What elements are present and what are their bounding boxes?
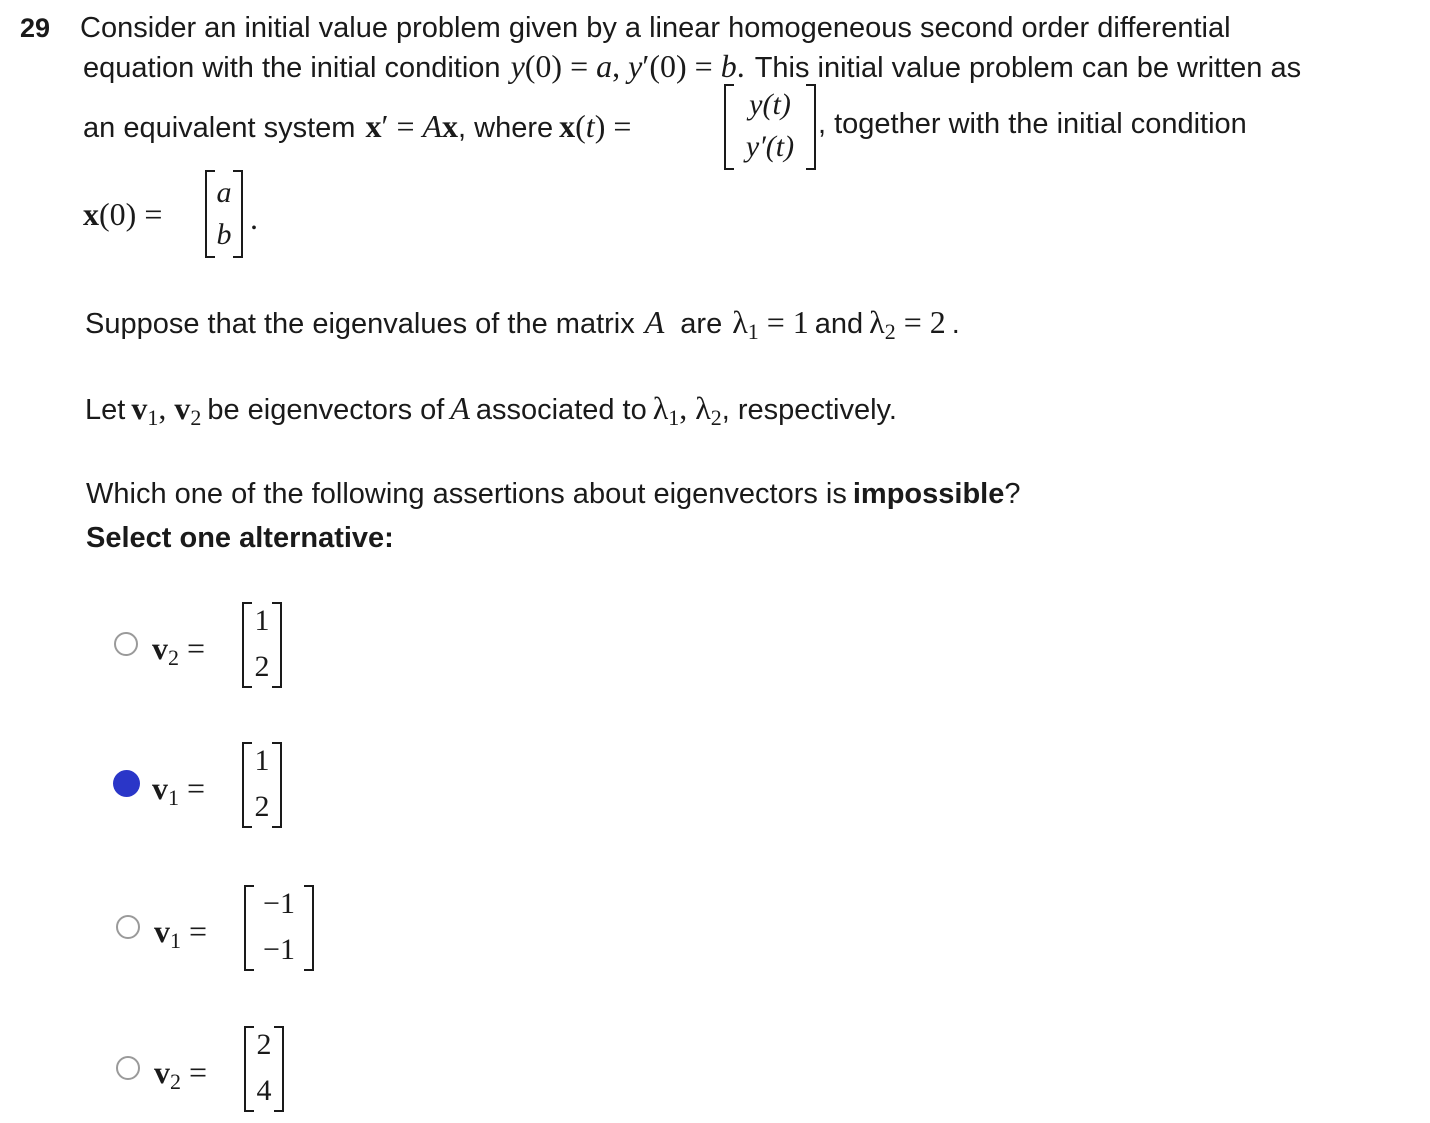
- eigenvalues-line: [85, 304, 960, 345]
- question-line-1: [20, 12, 1231, 45]
- option-1-top: 1: [254, 604, 270, 637]
- question-number: 29: [20, 13, 51, 43]
- initial-vector-top: a: [216, 176, 232, 209]
- prompt-bold: impossible: [852, 478, 1005, 510]
- option-4-matrix: [244, 1026, 284, 1112]
- option-1-bottom: 2: [254, 650, 270, 683]
- option-1[interactable]: [110, 600, 330, 690]
- option-3-matrix: [244, 885, 314, 971]
- option-2-bottom: 2: [254, 790, 270, 823]
- option-4-top: 2: [256, 1028, 272, 1061]
- option-2-top: 1: [254, 744, 270, 777]
- prompt-line: [86, 478, 1021, 511]
- eigen-text-a: Suppose that the eigenvalues of the matrix: [85, 308, 635, 340]
- option-4-label: $v_2$ =: [154, 1054, 208, 1094]
- option-1-matrix: [242, 602, 282, 688]
- question-intro-2a: equation with the initial condition: [83, 52, 501, 84]
- question-intro-2b: This initial value problem can be written as: [754, 52, 1302, 84]
- question-line-3: [83, 108, 631, 145]
- option-3-label: $v_1$ =: [154, 913, 208, 953]
- lambda-symbols: $\lambda_1$, $\lambda_2$: [652, 390, 722, 430]
- eigen-text-are: are: [680, 308, 723, 340]
- system-formula: x′ = Ax: [365, 108, 459, 144]
- option-2-matrix: [242, 742, 282, 828]
- option-2-radio-selected[interactable]: [113, 770, 140, 797]
- matrix-symbol-2: A: [450, 390, 470, 426]
- eigen-text-and: and: [814, 308, 864, 340]
- option-2-label: $v_1$ =: [152, 770, 206, 810]
- option-4-radio[interactable]: [116, 1056, 140, 1080]
- eigenvalue-2: 2: [929, 304, 946, 340]
- matrix-symbol: A: [644, 304, 665, 340]
- prompt-text: Which one of the following assertions about eigenvectors is: [86, 478, 847, 510]
- eigenvectors-line: [85, 390, 897, 431]
- option-3-radio[interactable]: [116, 915, 140, 939]
- state-vector-formula: x(t) =: [559, 108, 632, 144]
- initial-vector-matrix: [205, 170, 243, 258]
- eigenvector-symbols: $v_1$, $v_2$: [131, 390, 202, 430]
- initial-vector-bottom: b: [216, 218, 232, 251]
- state-vector-matrix: [724, 84, 816, 170]
- option-4-bottom: 4: [256, 1074, 272, 1107]
- option-4[interactable]: [112, 1024, 332, 1114]
- option-3-top: −1: [263, 887, 295, 920]
- question-intro-3-where: , where: [458, 112, 554, 144]
- question-intro-1: Consider an initial value problem given by a linear homogeneous second order differential: [80, 12, 1231, 44]
- let-text-c: associated to: [475, 394, 647, 426]
- question-intro-3b: , together with the initial condition: [818, 108, 1247, 140]
- period-mark: .: [250, 200, 258, 236]
- option-1-radio[interactable]: [114, 632, 138, 656]
- eigenvalue-1: 1: [792, 304, 809, 340]
- option-2[interactable]: [110, 740, 330, 830]
- initial-vector-label: x(0) =: [83, 196, 163, 232]
- option-3[interactable]: [112, 883, 342, 973]
- select-label: Select one alternative:: [86, 522, 394, 554]
- state-vector-top: y(t): [749, 88, 791, 121]
- prompt-end: ?: [1004, 478, 1021, 510]
- initial-condition-formula: y(0) = a, y′(0) = b.: [510, 48, 745, 84]
- question-line-2: [83, 48, 1301, 85]
- option-3-bottom: −1: [263, 933, 295, 966]
- lambda1-formula: $\lambda_1 = 1$: [732, 304, 809, 344]
- option-1-label: $v_2$ =: [152, 630, 206, 670]
- let-text-a: Let: [85, 394, 126, 426]
- eigen-period: .: [951, 308, 960, 340]
- lambda2-formula: $\lambda_2 = 2$: [869, 304, 946, 344]
- question-intro-3a: an equivalent system: [83, 112, 356, 144]
- let-text-d: , respectively.: [721, 394, 897, 426]
- state-vector-bottom: y′(t): [745, 130, 795, 163]
- let-text-b: be eigenvectors of: [207, 394, 445, 426]
